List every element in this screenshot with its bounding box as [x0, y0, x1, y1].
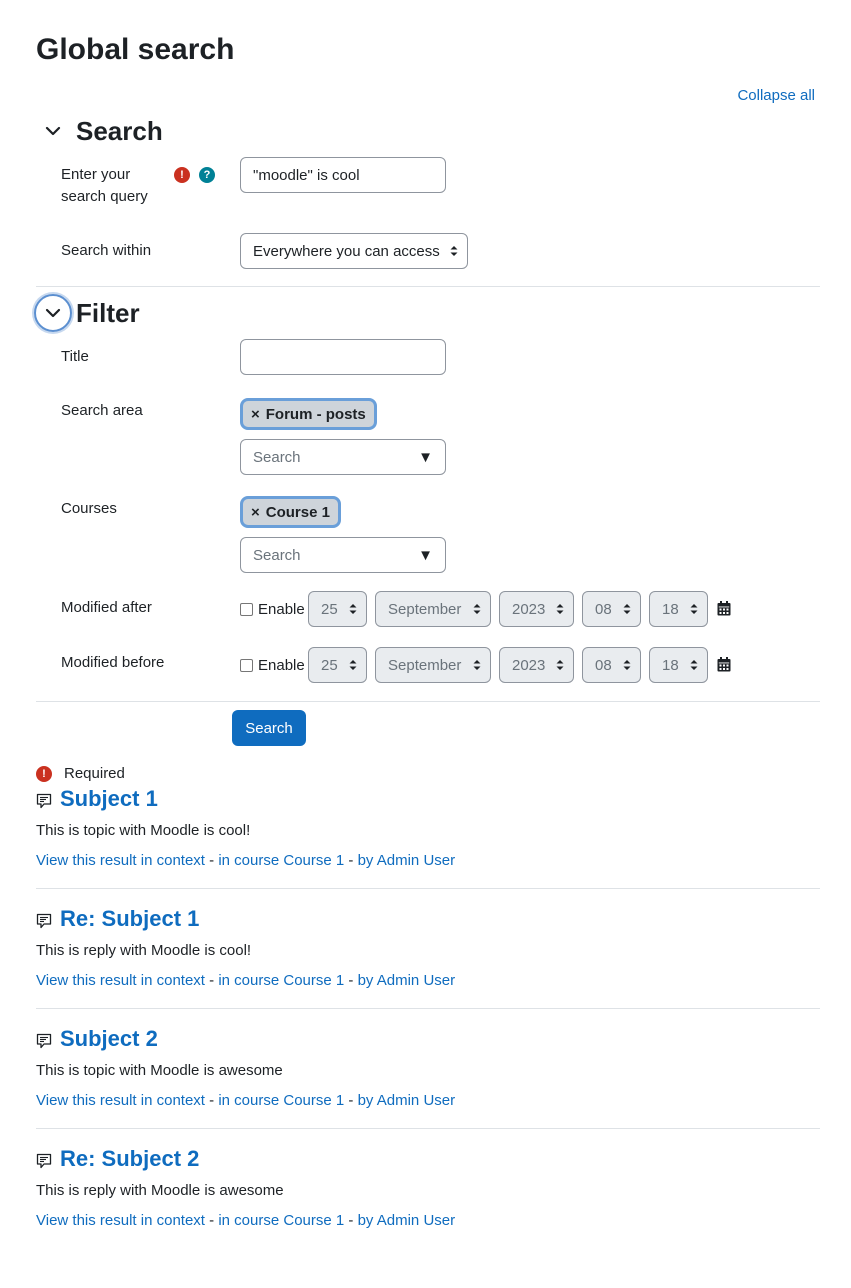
modified-after-month-select[interactable] — [375, 591, 491, 627]
search-result — [36, 1024, 820, 1111]
courses-autocomplete[interactable] — [240, 537, 446, 573]
month-value: September — [388, 600, 462, 618]
enable-checkbox[interactable] — [240, 603, 253, 616]
day-value: 25 — [321, 600, 338, 618]
link-separator: - — [344, 1212, 358, 1229]
result-divider — [36, 1008, 820, 1009]
title-label: Title — [61, 348, 89, 365]
search-section-header[interactable] — [36, 111, 163, 151]
result-links — [36, 971, 820, 991]
modified-before-enable[interactable] — [240, 655, 305, 675]
filter-section-toggle[interactable] — [34, 294, 72, 332]
courses-label: Courses — [61, 500, 117, 517]
modified-after-day-select[interactable] — [308, 591, 367, 627]
chevron-down-icon — [45, 308, 61, 318]
search-within-select[interactable] — [240, 233, 468, 269]
result-links — [36, 1091, 820, 1111]
forum-post-icon — [36, 793, 52, 809]
link-separator: - — [204, 1212, 219, 1229]
user-link[interactable]: by Admin User — [357, 1092, 456, 1109]
modified-before-hour-select[interactable] — [582, 647, 641, 683]
select-arrows-icon — [690, 659, 698, 671]
form-divider — [36, 701, 820, 702]
modified-before-minute-select[interactable] — [649, 647, 708, 683]
result-description: This is reply with Moodle is awesome — [36, 1182, 284, 1199]
course-link[interactable]: in course Course 1 — [218, 1092, 345, 1109]
result-description: This is reply with Moodle is cool! — [36, 942, 252, 959]
select-arrows-icon — [556, 659, 564, 671]
search-result — [36, 904, 820, 991]
user-link[interactable]: by Admin User — [357, 972, 456, 989]
hour-value: 08 — [595, 656, 612, 674]
select-arrows-icon — [450, 245, 458, 257]
result-links — [36, 851, 820, 871]
course-link[interactable]: in course Course 1 — [218, 972, 345, 989]
result-title-link[interactable]: Re: Subject 1 — [60, 906, 200, 931]
remove-tag-icon[interactable]: × — [251, 503, 260, 521]
query-label: Enter your search query — [61, 166, 148, 205]
search-submit-button[interactable]: Search — [232, 710, 306, 746]
view-in-context-link[interactable]: View this result in context — [36, 1092, 205, 1109]
forum-post-icon — [36, 913, 52, 929]
link-separator: - — [204, 972, 219, 989]
required-note — [36, 764, 125, 784]
courses-tag[interactable] — [240, 496, 341, 528]
select-arrows-icon — [623, 603, 631, 615]
select-arrows-icon — [690, 603, 698, 615]
courses-tag-label: Course 1 — [265, 503, 330, 521]
search-query-input[interactable] — [240, 157, 446, 193]
chevron-down-icon — [45, 126, 61, 136]
title-input[interactable] — [240, 339, 446, 375]
course-link[interactable]: in course Course 1 — [218, 852, 345, 869]
collapse-all-link[interactable]: Collapse all — [737, 87, 815, 104]
view-in-context-link[interactable]: View this result in context — [36, 852, 205, 869]
search-section-title: Search — [76, 116, 163, 146]
search-area-tag-label: Forum - posts — [265, 405, 366, 423]
enable-checkbox[interactable] — [240, 659, 253, 672]
year-value: 2023 — [512, 656, 546, 674]
link-separator: - — [344, 1092, 358, 1109]
result-title-link[interactable]: Re: Subject 2 — [60, 1146, 200, 1171]
select-arrows-icon — [623, 659, 631, 671]
user-link[interactable]: by Admin User — [357, 852, 456, 869]
modified-before-year-select[interactable] — [499, 647, 574, 683]
enable-label: Enable — [258, 600, 305, 618]
dropdown-arrow-icon[interactable]: ▼ — [418, 448, 433, 466]
modified-after-enable[interactable] — [240, 599, 305, 619]
view-in-context-link[interactable]: View this result in context — [36, 972, 205, 989]
link-separator: - — [344, 972, 358, 989]
search-result — [36, 1144, 820, 1231]
view-in-context-link[interactable]: View this result in context — [36, 1212, 205, 1229]
modified-after-label: Modified after — [61, 599, 152, 616]
result-divider — [36, 888, 820, 889]
minute-value: 18 — [662, 656, 679, 674]
link-separator: - — [344, 852, 358, 869]
modified-after-year-select[interactable] — [499, 591, 574, 627]
result-description: This is topic with Moodle is cool! — [36, 822, 251, 839]
filter-section-title: Filter — [76, 298, 140, 328]
search-section-toggle[interactable] — [36, 114, 70, 148]
select-arrows-icon — [473, 603, 481, 615]
required-icon: ! — [174, 167, 190, 183]
modified-before-day-select[interactable] — [308, 647, 367, 683]
day-value: 25 — [321, 656, 338, 674]
result-divider — [36, 1128, 820, 1129]
minute-value: 18 — [662, 600, 679, 618]
required-label: Required — [64, 765, 125, 782]
result-title-link[interactable]: Subject 1 — [60, 786, 158, 811]
hour-value: 08 — [595, 600, 612, 618]
link-separator: - — [204, 1092, 219, 1109]
search-area-tag[interactable] — [240, 398, 377, 430]
select-arrows-icon — [349, 659, 357, 671]
result-title-link[interactable]: Subject 2 — [60, 1026, 158, 1051]
search-result — [36, 784, 820, 871]
result-description: This is topic with Moodle is awesome — [36, 1062, 283, 1079]
select-arrows-icon — [349, 603, 357, 615]
calendar-icon[interactable] — [717, 601, 731, 616]
modified-before-label: Modified before — [61, 654, 165, 671]
year-value: 2023 — [512, 600, 546, 618]
link-separator: - — [204, 852, 219, 869]
section-divider — [36, 286, 820, 287]
select-arrows-icon — [556, 603, 564, 615]
dropdown-arrow-icon[interactable]: ▼ — [418, 546, 433, 564]
help-icon[interactable]: ? — [199, 167, 215, 183]
remove-tag-icon[interactable]: × — [251, 405, 260, 423]
search-within-label: Search within — [61, 242, 152, 259]
search-area-autocomplete[interactable] — [240, 439, 446, 475]
modified-after-hour-select[interactable] — [582, 591, 641, 627]
page-title: Global search — [36, 33, 235, 66]
calendar-icon[interactable] — [717, 657, 731, 672]
modified-after-minute-select[interactable] — [649, 591, 708, 627]
search-area-label: Search area — [61, 402, 143, 419]
select-arrows-icon — [473, 659, 481, 671]
modified-before-month-select[interactable] — [375, 647, 491, 683]
search-area-placeholder: Search — [253, 448, 301, 466]
course-link[interactable]: in course Course 1 — [218, 1212, 345, 1229]
courses-placeholder: Search — [253, 546, 301, 564]
required-icon: ! — [36, 766, 52, 782]
forum-post-icon — [36, 1033, 52, 1049]
forum-post-icon — [36, 1153, 52, 1169]
search-within-value: Everywhere you can access — [253, 242, 440, 260]
enable-label: Enable — [258, 656, 305, 674]
user-link[interactable]: by Admin User — [357, 1212, 456, 1229]
filter-section-header[interactable] — [36, 293, 140, 333]
month-value: September — [388, 656, 462, 674]
result-links — [36, 1211, 820, 1231]
